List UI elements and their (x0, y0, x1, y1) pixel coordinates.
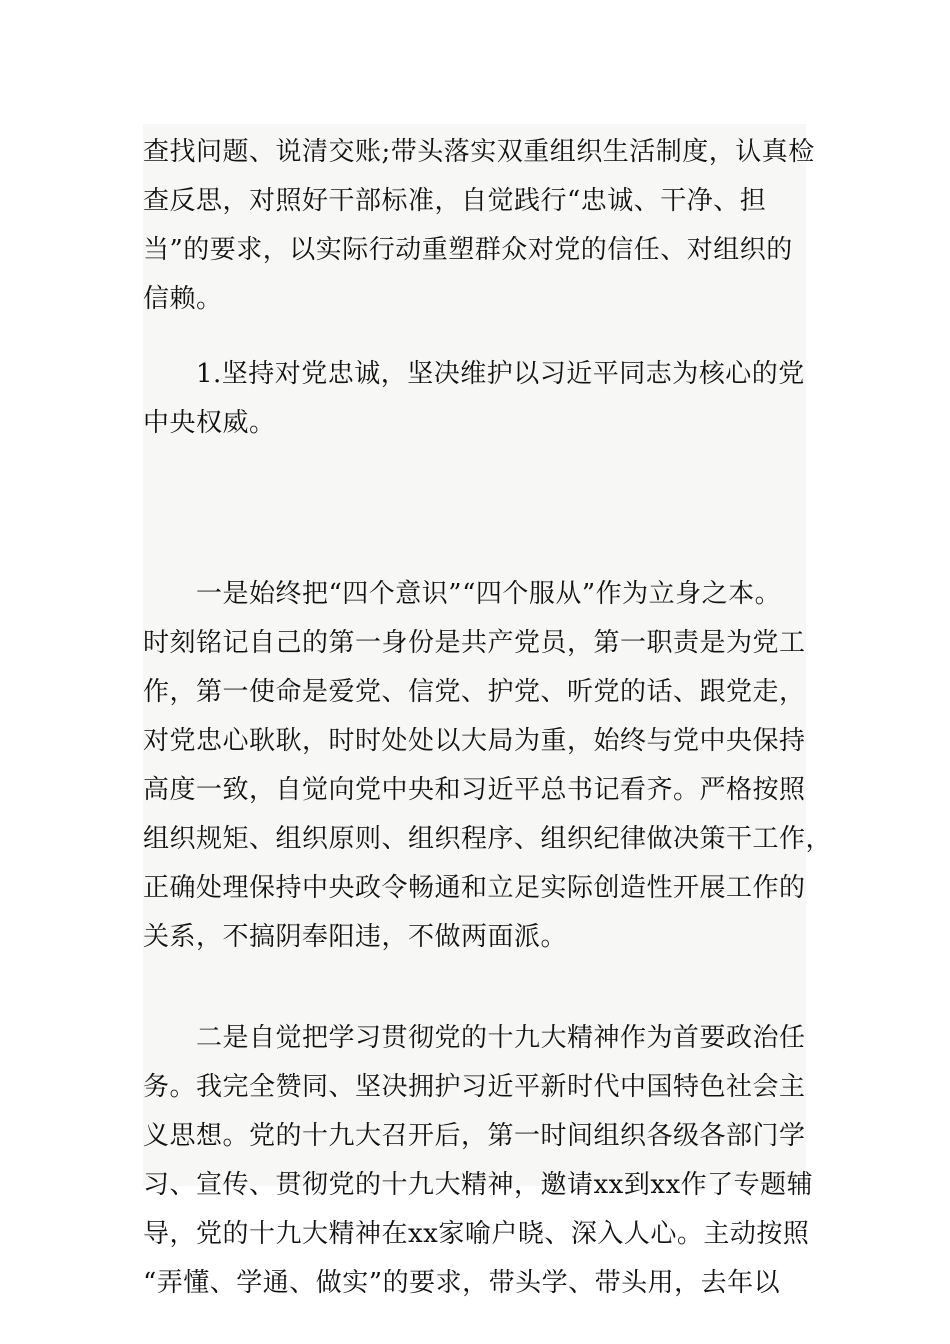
text-line: 查找问题、说清交账;带头落实双重组织生活制度，认真检 (143, 137, 815, 167)
text-line: 关系，不搞阴奉阳违，不做两面派。 (143, 922, 568, 952)
text-line: 高度一致，自觉向党中央和习近平总书记看齐。严格按照 (143, 775, 806, 805)
text-line: 导，党的十九大精神在xx家喻户晓、深入人心。主动按照 (143, 1219, 810, 1249)
paragraph-point-one (143, 570, 833, 962)
text-line: 时刻铭记自己的第一身份是共产党员，第一职责是为党工 (143, 628, 806, 658)
text-line: 信赖。 (143, 284, 223, 314)
text-line: 组织规矩、组织原则、组织程序、组织纪律做决策干工作， (143, 824, 833, 854)
text-line: 习、宣传、贯彻党的十九大精神，邀请xx到xx作了专题辅 (143, 1170, 814, 1200)
document-text-block (143, 124, 833, 1298)
text-line: 一是始终把“四个意识”“四个服从”作为立身之本。 (143, 579, 782, 609)
text-line: 作，第一使命是爱党、信党、护党、听党的话、跟党走， (143, 677, 806, 707)
text-line: 当”的要求，以实际行动重塑群众对党的信任、对组织的 (143, 235, 793, 265)
text-line: 义思想。党的十九大召开后，第一时间组织各级各部门学 (143, 1121, 806, 1151)
paragraph-heading-1 (143, 350, 806, 448)
text-line: 正确处理保持中央政令畅通和立足实际创造性开展工作的 (143, 873, 806, 903)
text-line: “弄懂、学通、做实”的要求，带头学、带头用，去年以 (143, 1268, 781, 1298)
paragraph-intro (143, 128, 815, 324)
text-line: 对党忠心耿耿，时时处处以大局为重，始终与党中央保持 (143, 726, 806, 756)
text-line: 中央权威。 (143, 408, 276, 438)
paragraph-point-two (143, 1014, 814, 1308)
text-line: 二是自觉把学习贯彻党的十九大精神作为首要政治任 (143, 1023, 806, 1053)
text-line: 务。我完全赞同、坚决拥护习近平新时代中国特色社会主 (143, 1072, 806, 1102)
text-line: 1.坚持对党忠诚，坚决维护以习近平同志为核心的党 (143, 359, 805, 389)
text-line: 查反思，对照好干部标准，自觉践行“忠诚、干净、担 (143, 186, 767, 216)
